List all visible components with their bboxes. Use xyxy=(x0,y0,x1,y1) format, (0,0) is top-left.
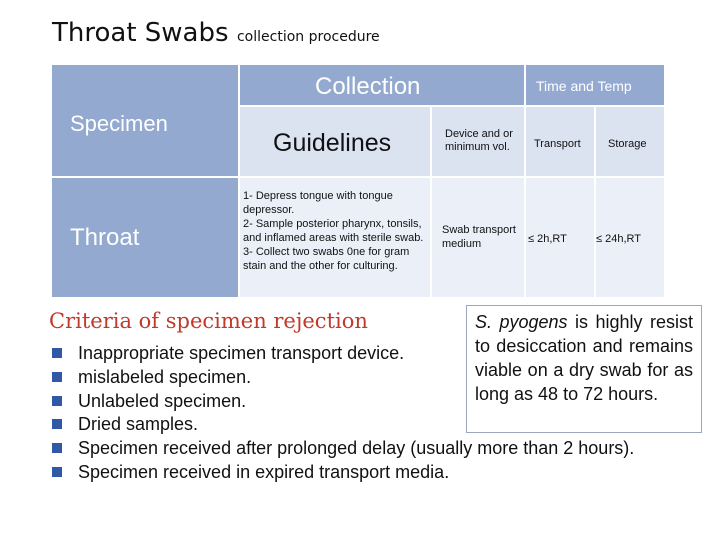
guideline-step-1: 1- Depress tongue with tongue depressor. xyxy=(243,190,393,216)
storage-value: ≤ 24h,RT xyxy=(596,233,641,245)
device-header-cell xyxy=(432,107,524,176)
bullet-square-icon xyxy=(52,396,62,406)
specimen-header: Specimen xyxy=(70,111,168,136)
guidelines-header: Guidelines xyxy=(273,129,392,157)
guideline-step-3: 3- Collect two swabs 0ne for gram stain and the other for culturing. xyxy=(243,246,410,272)
collection-header: Collection xyxy=(315,73,421,100)
organism-note-callout xyxy=(466,305,702,433)
transport-cell xyxy=(526,178,594,297)
bullet-square-icon xyxy=(52,348,62,358)
time-temp-header-cell xyxy=(526,65,664,105)
device-value: Swab transport medium xyxy=(442,224,516,250)
list-item: mislabeled specimen. xyxy=(52,366,634,390)
title-subtitle: collection procedure xyxy=(236,29,380,45)
organism-name: S. pyogens xyxy=(475,312,568,332)
title-main: Throat Swabs xyxy=(52,18,229,48)
storage-header-cell xyxy=(596,107,664,176)
bullet-square-icon xyxy=(52,467,62,477)
list-item: Unlabeled specimen. xyxy=(52,390,634,414)
bullet-square-icon xyxy=(52,419,62,429)
organism-note-text: is highly resist to desiccation and remains viable on a dry swab for as long as 48 to 72 hours. xyxy=(475,312,694,404)
guidelines-header-cell xyxy=(240,107,430,176)
list-item: Specimen received in expired transport media. xyxy=(52,461,634,485)
bullet-square-icon xyxy=(52,443,62,453)
collection-header-cell xyxy=(240,65,524,105)
storage-cell xyxy=(596,178,664,297)
device-cell xyxy=(432,178,524,297)
guidelines-list xyxy=(243,189,428,273)
list-item: Inappropriate specimen transport device. xyxy=(52,342,634,366)
specimen-cell xyxy=(52,178,238,297)
list-item: Specimen received after prolonged delay (usually more than 2 hours). xyxy=(52,437,634,461)
list-item: Dried samples. xyxy=(52,413,634,437)
time-temp-header: Time and Temp xyxy=(536,78,632,94)
guidelines-cell xyxy=(240,178,430,297)
page-title xyxy=(52,18,380,48)
storage-header: Storage xyxy=(608,138,647,150)
criteria-heading: Criteria of specimen rejection xyxy=(49,309,368,333)
specimen-header-cell xyxy=(52,65,238,176)
guideline-step-2: 2- Sample posterior pharynx, tonsils, and inflamed areas with sterile swab. xyxy=(243,218,424,244)
transport-value: ≤ 2h,RT xyxy=(528,233,567,245)
transport-header-cell xyxy=(526,107,594,176)
bullet-square-icon xyxy=(52,372,62,382)
transport-header: Transport xyxy=(534,138,581,150)
device-header: Device and or minimum vol. xyxy=(445,128,513,153)
collection-table xyxy=(52,65,664,297)
specimen-throat: Throat xyxy=(70,224,140,251)
